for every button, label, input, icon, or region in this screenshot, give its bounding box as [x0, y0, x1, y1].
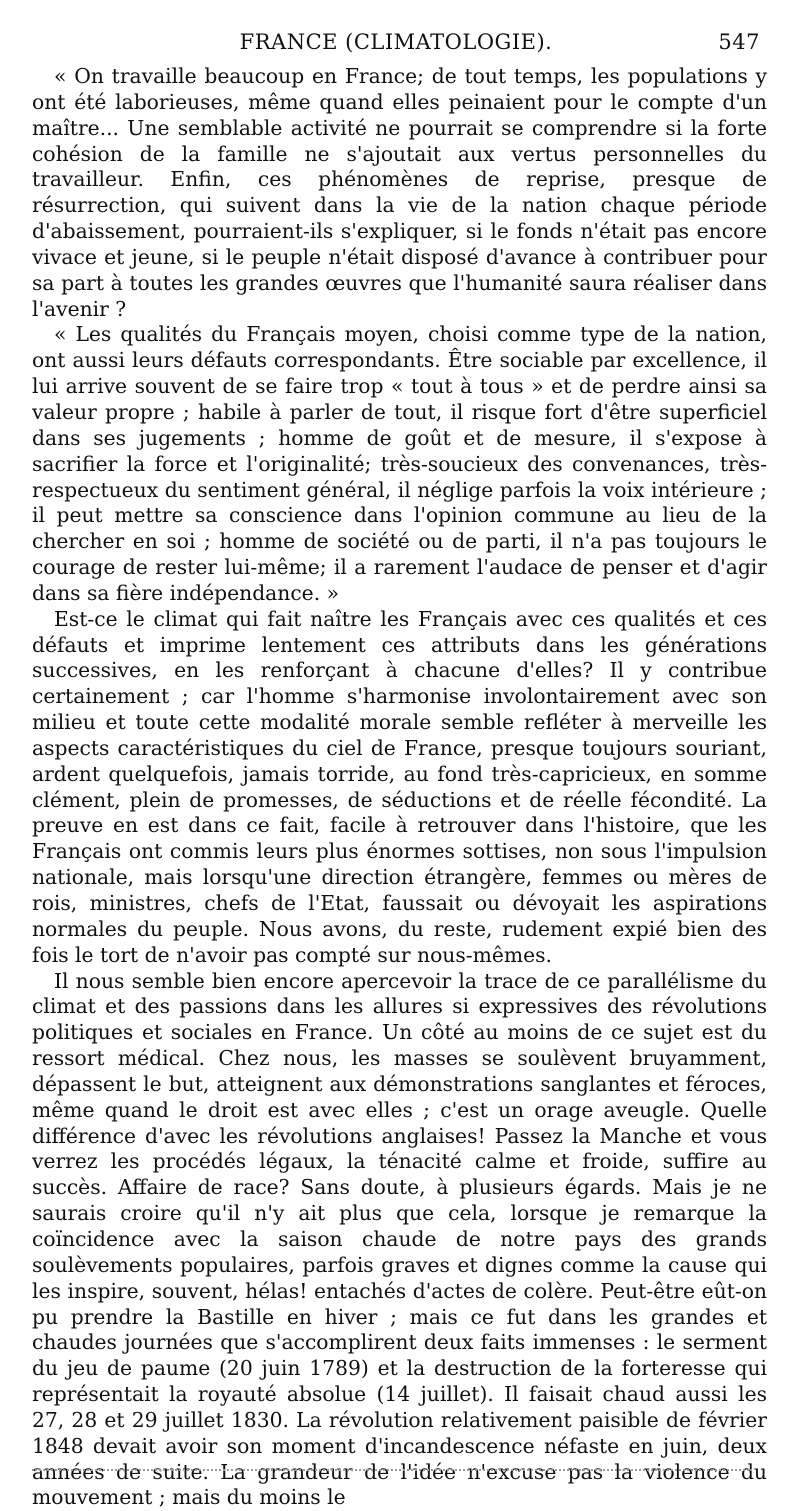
paragraph-2: « Les qualités du Français moyen, choisi comme type de la nation, ont aussi leurs défauts correspondants. Être sociable par excellence, il lui arrive souvent de se faire trop « tout à tous » et de perdre ainsi sa valeur propre ; habile à parler de tout, il risque fort d'être superficiel dans ses jugements ; homme de goût et de mesure, il s'expose à sacrifier la force et l'originalité; très-soucieux des convenances, très-respectueux du sentiment général, il néglige parfois la voix intérieure ; il peut mettre sa conscience dans l'opinion commune au lieu de la chercher en soi ; homme de société ou de parti, il n'a pas toujours le courage de rester lui-même; il a rarement l'audace de penser et d'agir dans sa fière indépendance. » — [32, 322, 767, 605]
paragraph-4: Il nous semble bien encore apercevoir la trace de ce parallélisme du climat et des passions dans les allures si expressives des révolutions politiques et sociales en France. Un côté au moins de ce sujet est du ressort médical. Chez nous, les masses se soulèvent bruyamment, dépassent le but, atteignent aux démonstrations sanglantes et féroces, même quand le droit est avec elles ; c'est un orage aveugle. Quelle différence d'avec les révolutions anglaises! Passez la Manche et vous verrez les procédés légaux, la ténacité calme et froide, suffire au succès. Affaire de race? Sans doute, à plusieurs égards. Mais je ne saurais croire qu'il n'y ait plus que cela, lorsque je remarque la coïncidence avec la saison chaude de notre pays des grands soulèvements populaires, parfois graves et dignes comme la cause qui les inspire, souvent, hélas! entachés d'actes de colère. Peut-être eût-on pu prendre la Bastille en hiver ; mais ce fut dans les grandes et chaudes journées que s'accomplirent deux faits immenses : le serment du jeu de paume (20 juin 1789) et la destruction de la forteresse qui représentait la royauté absolue (14 juillet). Il faisait chaud aussi les 27, 28 et 29 juillet 1830. La révolution relativement paisible de février 1848 devait avoir son moment d'incandescence néfaste en juin, deux années de suite. La grandeur de l'idée n'excuse pas la violence du mouvement ; mais du moins le — [32, 968, 767, 1510]
footer-dotted-rule — [32, 1469, 752, 1471]
page-header — [32, 30, 760, 60]
running-title: FRANCE (CLIMATOLOGIE). — [239, 30, 553, 54]
paragraph-3: Est-ce le climat qui fait naître les Français avec ces qualités et ces défauts et imprime lentement ces attributs dans les générations successives, en les renforçant à chacune d'elles? Il y contribue certainement ; car l'homme s'harmonise involontairement avec son milieu et toute cette modalité morale semble refléter à merveille les aspects caractéristiques du ciel de France, presque toujours souriant, ardent quelquefois, jamais torride, au fond très-capricieux, en somme clément, plein de promesses, de séductions et de réelle fécondité. La preuve en est dans ce fait, facile à retrouver dans l'histoire, que les Français ont commis leurs plus énormes sottises, non sous l'impulsion nationale, mais lorsqu'une direction étrangère, femmes ou mères de rois, ministres, chefs de l'Etat, faussait ou dévoyait les aspirations normales du peuple. Nous avons, du reste, rudement expié bien des fois le tort de n'avoir pas compté sur nous-mêmes. — [32, 606, 767, 967]
body-text — [32, 64, 767, 1511]
page-number: 547 — [718, 30, 760, 54]
paragraph-1: « On travaille beaucoup en France; de tout temps, les populations y ont été laborieuses, même quand elles peinaient pour le compte d'un maître... Une semblable activité ne pourrait se comprendre si la forte cohésion de la famille ne s'ajoutait aux vertus personnelles du travailleur. Enfin, ces phénomènes de reprise, presque de résurrection, qui suivent dans la vie de la nation chaque période d'abaissement, pourraient-ils s'expliquer, si le fonds n'était pas encore vivace et jeune, si le peuple n'était disposé d'avance à contribuer pour sa part à toutes les grandes œuvres que l'humanité saura réaliser dans l'avenir ? — [32, 64, 767, 321]
